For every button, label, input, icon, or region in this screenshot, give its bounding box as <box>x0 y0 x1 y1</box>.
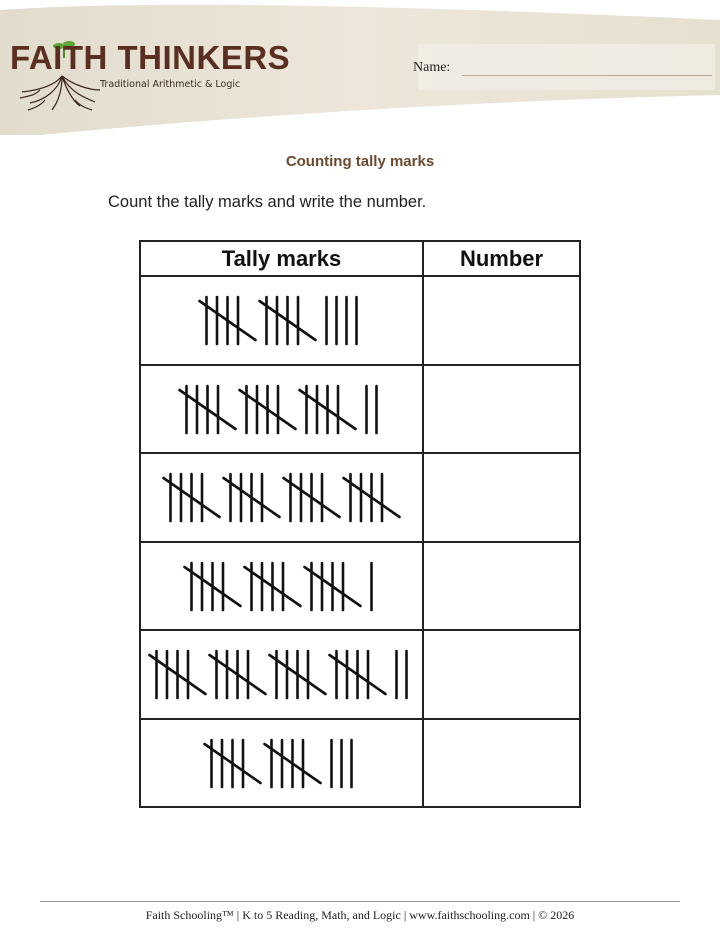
number-answer-cell[interactable] <box>423 719 580 808</box>
table-row <box>140 276 580 365</box>
name-label: Name: <box>413 60 451 75</box>
number-column-header: Number <box>423 241 580 276</box>
table-row <box>140 719 580 808</box>
tally-marks <box>141 543 422 629</box>
table-row <box>140 453 580 542</box>
number-answer-cell[interactable] <box>423 365 580 454</box>
number-answer-cell[interactable] <box>423 542 580 631</box>
worksheet-title: Counting tally marks <box>285 153 435 170</box>
tally-marks-cell <box>140 630 423 719</box>
tally-marks-cell <box>140 276 423 365</box>
table-row <box>140 630 580 719</box>
tally-marks <box>141 454 422 540</box>
name-field[interactable] <box>462 75 712 76</box>
tally-marks <box>141 631 422 717</box>
tally-table <box>139 240 581 808</box>
number-answer-cell[interactable] <box>423 276 580 365</box>
table-header-row <box>140 241 580 276</box>
tally-marks-cell <box>140 719 423 808</box>
tally-marks <box>141 720 422 806</box>
table-row <box>140 365 580 454</box>
number-answer-cell[interactable] <box>423 453 580 542</box>
header-banner <box>0 0 720 135</box>
tally-marks-cell <box>140 365 423 454</box>
tally-marks-cell <box>140 542 423 631</box>
worksheet-instruction: Count the tally marks and write the number. <box>108 193 427 211</box>
tally-column-header: Tally marks <box>140 241 423 276</box>
tally-marks <box>141 277 422 363</box>
number-answer-cell[interactable] <box>423 630 580 719</box>
brand-tagline: Traditional Arithmetic & Logic <box>100 79 241 90</box>
tally-marks <box>141 366 422 452</box>
brand-logo-text: FAITH THINKERS <box>10 39 291 76</box>
table-row <box>140 542 580 631</box>
footer-text: Faith Schooling™ | K to 5 Reading, Math, and Logic | www.faithschooling.com | © 2026 <box>145 908 575 922</box>
footer-divider <box>40 901 680 902</box>
tally-marks-cell <box>140 453 423 542</box>
